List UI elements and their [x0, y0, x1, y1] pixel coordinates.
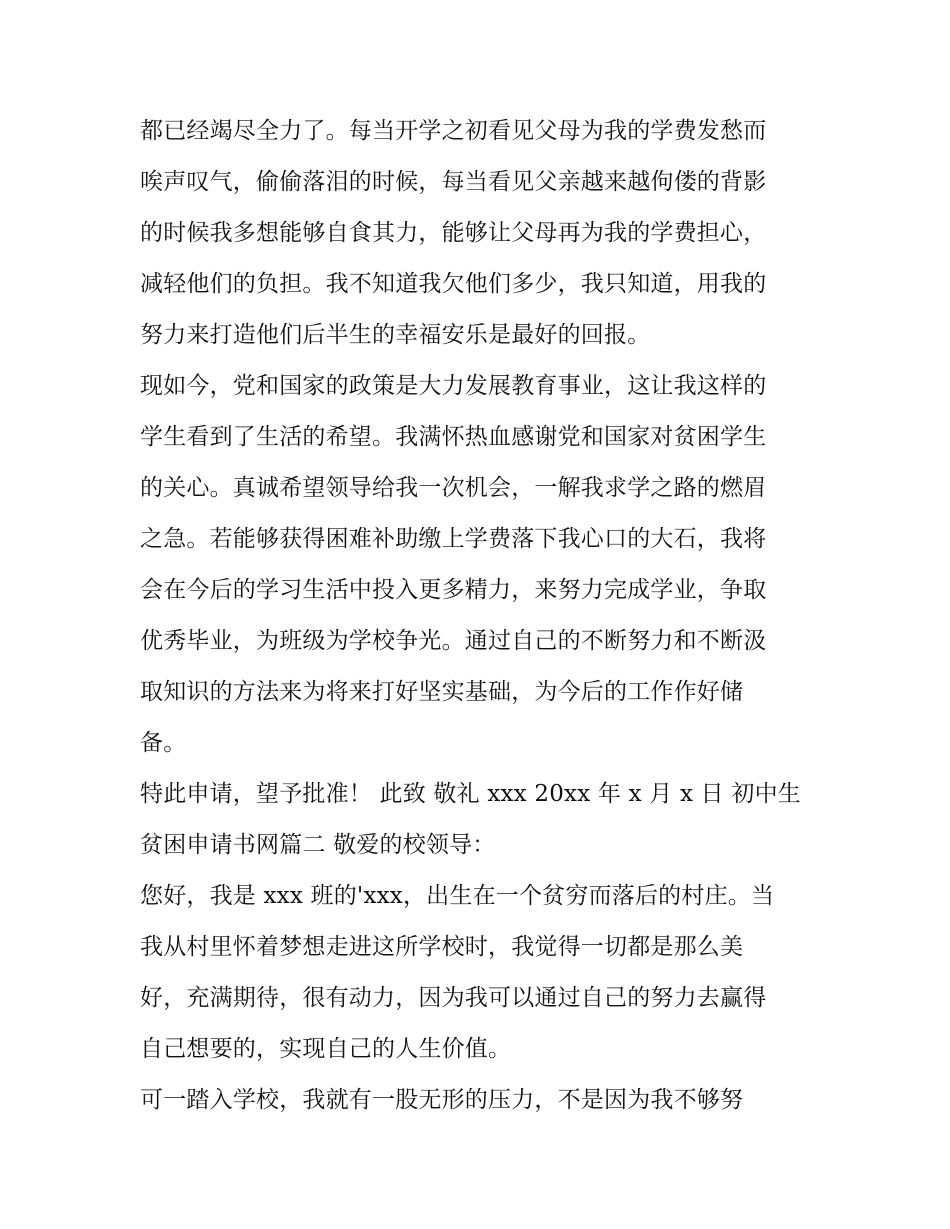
text-line: 自己想要的，实现自己的人生价值。	[140, 1036, 512, 1062]
text-line: 的关心。真诚希望领导给我一次机会，一解我求学之路的燃眉	[140, 475, 767, 501]
text-line: 的时候我多想能够自食其力，能够让父母再为我的学费担心，	[140, 220, 767, 246]
text-line: 都已经竭尽全力了。每当开学之初看见父母为我的学费发愁而	[140, 118, 767, 144]
text-line: 我从村里怀着梦想走进这所学校时，我觉得一切都是那么美	[140, 934, 744, 960]
text-line: 贫困申请书网篇二 敬爱的校领导：	[140, 832, 496, 858]
text-line: 好，充满期待，很有动力，因为我可以通过自己的努力去赢得	[140, 985, 767, 1011]
text-line: 取知识的方法来为将来打好坚实基础，为今后的工作作好储	[140, 679, 744, 705]
text-line: 努力来打造他们后半生的幸福安乐是最好的回报。	[140, 322, 651, 348]
text-line: 学生看到了生活的希望。我满怀热血感谢党和国家对贫困学生	[140, 424, 767, 450]
text-line: 减轻他们的负担。我不知道我欠他们多少，我只知道，用我的	[140, 271, 767, 297]
text-line: 现如今，党和国家的政策是大力发展教育事业，这让我这样的	[140, 373, 767, 399]
text-line: 可一踏入学校，我就有一股无形的压力，不是因为我不够努	[140, 1087, 744, 1113]
text-line: 唉声叹气，偷偷落泪的时候，每当看见父亲越来越佝偻的背影	[140, 169, 767, 195]
text-line: 备。	[140, 730, 187, 756]
document-body	[140, 106, 820, 1126]
text-line: 会在今后的学习生活中投入更多精力，来努力完成学业，争取	[140, 577, 767, 603]
text-line: 特此申请，望予批准！ 此致 敬礼 xxx 20xx 年 x 月 x 日 初中生	[140, 781, 801, 807]
text-line: 优秀毕业，为班级为学校争光。通过自己的不断努力和不断汲	[140, 628, 767, 654]
text-line: 之急。若能够获得困难补助缴上学费落下我心口的大石，我将	[140, 526, 767, 552]
text-line: 您好，我是 xxx 班的'xxx，出生在一个贫穷而落后的村庄。当	[140, 883, 775, 909]
